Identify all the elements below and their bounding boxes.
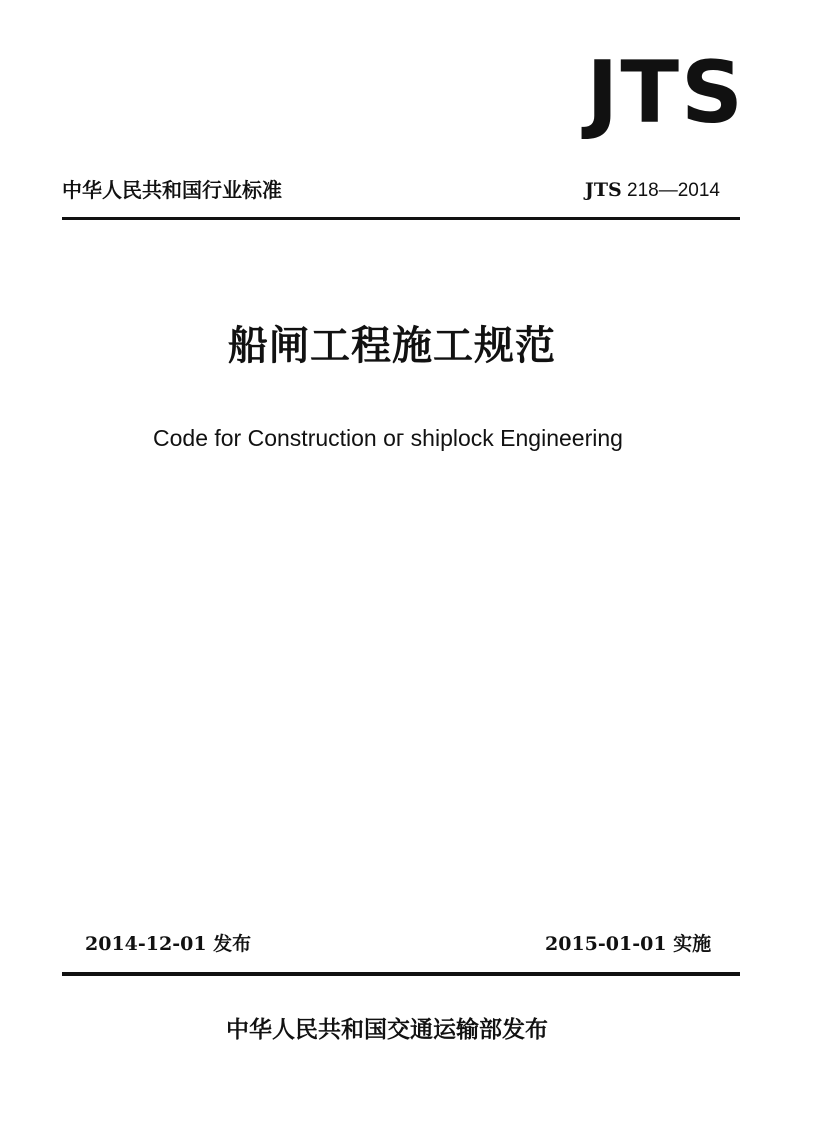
effective-date: 2015-01-01 实施 <box>545 933 712 955</box>
standard-code <box>545 176 720 205</box>
bottom-divider <box>62 972 740 976</box>
standard-code-number: 218—2014 <box>621 180 720 201</box>
jts-logo: JTS <box>586 43 745 143</box>
standard-code-prefix: JTS <box>584 179 622 201</box>
title-chinese: 船闸工程施工规范 <box>228 322 556 369</box>
title-english: Code for Construction oг ѕhiplock Engineering <box>153 425 623 451</box>
standard-type: 中华人民共和国行业标准 <box>62 178 282 202</box>
issue-date: 2014-12-01 发布 <box>85 933 252 955</box>
publisher: 中华人民共和国交通运输部发布 <box>226 1017 548 1043</box>
top-divider <box>62 217 740 220</box>
